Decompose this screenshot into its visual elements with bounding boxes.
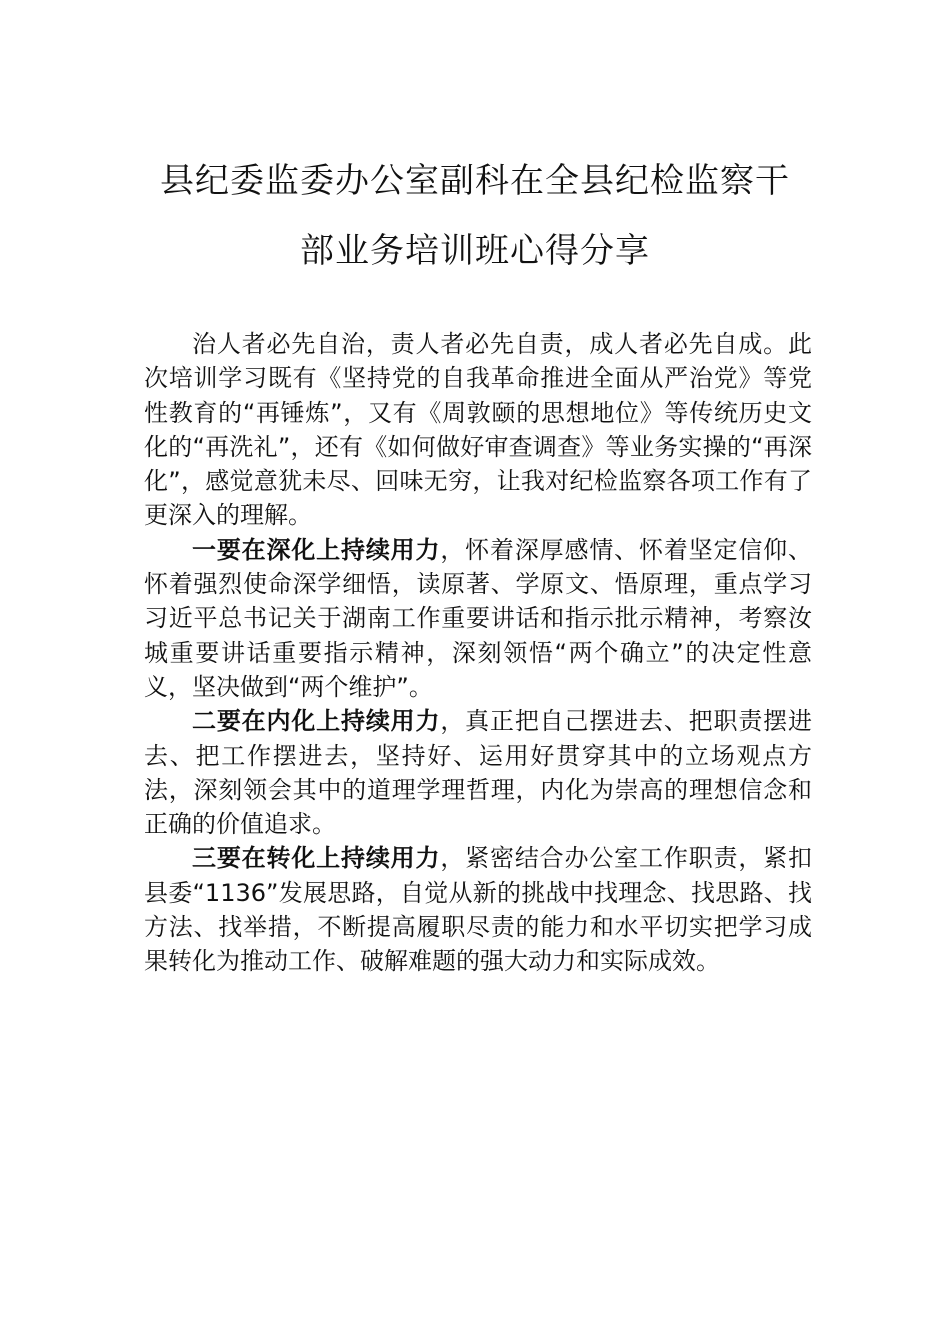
paragraph-text: ，真正把自己摆进去、把职责摆进去、把工作摆进去，坚持好、运用好贯穿其中的立场观点方法，深刻领会其中的道理学理哲理，内化为崇高的理想信念和正确的价值追求。 (144, 707, 813, 839)
paragraph-text: 治人者必先自治，责人者必先自责，成人者必先自成。此次培训学习既有《坚持党的自我革命推进全面从严治党》等党性教育的“再锤炼”，又有《周敦颐的思想地位》等传统历史文化的“再洗礼”，还有《如何做好审查调查》等业务实操的“再深化”，感觉意犹未尽、回味无穷，让我对纪检监察各项工作有了更深入的理解。 (144, 330, 812, 530)
paragraph-point-2 (144, 704, 812, 841)
document-title (0, 162, 950, 270)
paragraph-point-1 (144, 533, 812, 704)
title-line-1: 县纪委监委办公室副科在全县纪检监察干 (160, 161, 790, 201)
paragraph-text: ，怀着深厚感情、怀着坚定信仰、怀着强烈使命深学细悟，读原著、学原文、悟原理，重点学习习近平总书记关于湖南工作重要讲话和指示批示精神，考察汝城重要讲话重要指示精神，深刻领悟“两个确立”的决定性意义，坚决做到“两个维护”。 (144, 535, 813, 701)
document-body (144, 327, 812, 979)
paragraph-point-3 (144, 841, 812, 978)
paragraph-text: ，紧密结合办公室工作职责，紧扣县委“1136”发展思路，自觉从新的挑战中找理念、找思路、找方法、找举措，不断提高履职尽责的能力和水平切实把学习成果转化为推动工作、破解难题的强大动力和实际成效。 (144, 844, 813, 976)
paragraph-lead: 三要在转化上持续用力 (192, 844, 441, 873)
paragraph-lead: 二要在内化上持续用力 (192, 707, 441, 736)
title-line-2: 部业务培训班心得分享 (300, 231, 650, 271)
paragraph-lead: 一要在深化上持续用力 (192, 535, 441, 564)
paragraph-intro (144, 327, 812, 533)
